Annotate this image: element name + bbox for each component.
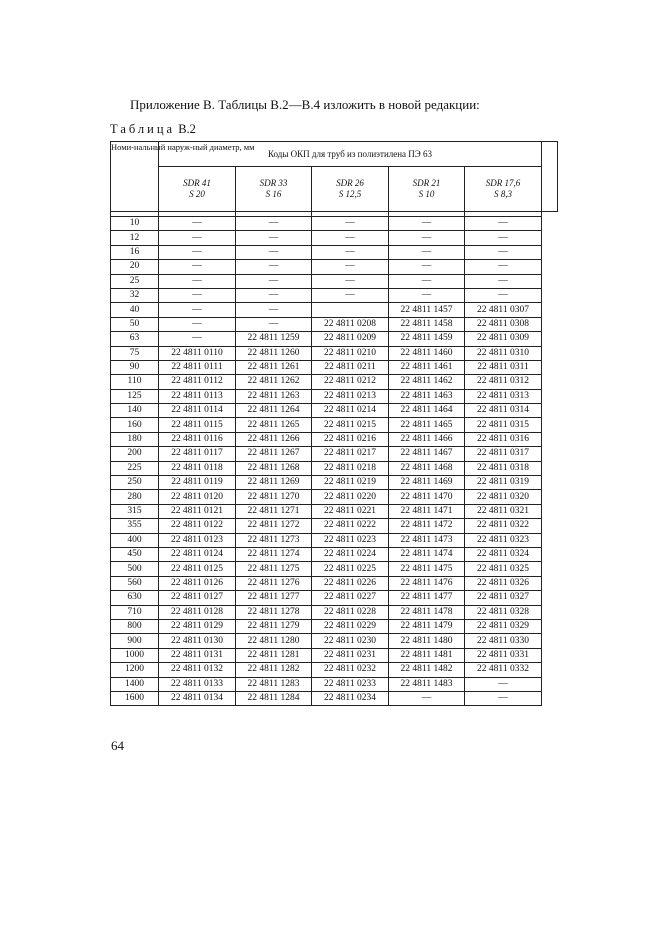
okp-code-cell: 22 4811 0115 bbox=[159, 418, 236, 432]
diameter-cell: 710 bbox=[111, 605, 159, 619]
okp-code-cell: 22 4811 0132 bbox=[159, 663, 236, 677]
okp-code-cell: 22 4811 0225 bbox=[312, 562, 389, 576]
table-row bbox=[111, 418, 558, 432]
table-row bbox=[111, 519, 558, 533]
sdr-header bbox=[389, 167, 465, 212]
diameter-cell: 450 bbox=[111, 547, 159, 561]
diameter-cell: 280 bbox=[111, 490, 159, 504]
okp-code-cell: — bbox=[389, 260, 465, 274]
extra-cell bbox=[542, 375, 558, 389]
extra-cell bbox=[542, 245, 558, 259]
okp-code-cell: 22 4811 1465 bbox=[389, 418, 465, 432]
extra-cell bbox=[542, 288, 558, 302]
okp-code-cell: 22 4811 0110 bbox=[159, 346, 236, 360]
okp-code-cell: 22 4811 1273 bbox=[236, 533, 312, 547]
sdr-header bbox=[312, 167, 389, 212]
okp-code-cell: 22 4811 1482 bbox=[389, 663, 465, 677]
okp-code-cell: — bbox=[389, 274, 465, 288]
okp-code-cell: — bbox=[236, 303, 312, 317]
dimension-header: Номи-нальный наруж-ный диаметр, мм bbox=[111, 142, 159, 212]
sdr-value: SDR 21 bbox=[412, 178, 441, 188]
extra-header-cell bbox=[542, 142, 558, 212]
code-group-header: Коды ОКП для труб из полиэтилена ПЭ 63 bbox=[159, 142, 542, 167]
extra-cell bbox=[542, 591, 558, 605]
diameter-cell: 500 bbox=[111, 562, 159, 576]
okp-code-cell: 22 4811 0112 bbox=[159, 375, 236, 389]
okp-code-cell: 22 4811 1276 bbox=[236, 576, 312, 590]
okp-code-cell: 22 4811 0317 bbox=[465, 447, 542, 461]
okp-code-cell: 22 4811 1477 bbox=[389, 591, 465, 605]
okp-code-cell: 22 4811 0328 bbox=[465, 605, 542, 619]
table-row bbox=[111, 260, 558, 274]
extra-cell bbox=[542, 260, 558, 274]
okp-code-cell: 22 4811 0231 bbox=[312, 648, 389, 662]
okp-code-cell: — bbox=[236, 274, 312, 288]
okp-code-cell: 22 4811 0310 bbox=[465, 346, 542, 360]
okp-code-cell: — bbox=[159, 245, 236, 259]
okp-code-cell: 22 4811 1269 bbox=[236, 476, 312, 490]
okp-code-cell: 22 4811 1481 bbox=[389, 648, 465, 662]
table-row bbox=[111, 576, 558, 590]
okp-code-cell: 22 4811 0224 bbox=[312, 547, 389, 561]
okp-code-cell: 22 4811 1278 bbox=[236, 605, 312, 619]
okp-code-cell: 22 4811 0130 bbox=[159, 634, 236, 648]
diameter-cell: 250 bbox=[111, 476, 159, 490]
extra-cell bbox=[542, 217, 558, 231]
okp-code-cell: 22 4811 0120 bbox=[159, 490, 236, 504]
okp-code-cell: — bbox=[312, 274, 389, 288]
okp-code-cell: 22 4811 1284 bbox=[236, 691, 312, 705]
okp-code-cell: 22 4811 1476 bbox=[389, 576, 465, 590]
okp-code-cell: 22 4811 1280 bbox=[236, 634, 312, 648]
okp-code-cell: 22 4811 1466 bbox=[389, 432, 465, 446]
table-row bbox=[111, 591, 558, 605]
table-row bbox=[111, 691, 558, 705]
okp-code-cell: 22 4811 0233 bbox=[312, 677, 389, 691]
okp-code-cell: 22 4811 0324 bbox=[465, 547, 542, 561]
sdr-value: SDR 41 bbox=[183, 178, 211, 188]
okp-code-cell: 22 4811 0121 bbox=[159, 504, 236, 518]
extra-cell bbox=[542, 547, 558, 561]
diameter-cell: 630 bbox=[111, 591, 159, 605]
okp-code-cell: 22 4811 0123 bbox=[159, 533, 236, 547]
extra-cell bbox=[542, 332, 558, 346]
table-body bbox=[111, 212, 558, 706]
okp-code-cell: — bbox=[159, 332, 236, 346]
s-value: S 12,5 bbox=[338, 189, 362, 199]
diameter-cell: 25 bbox=[111, 274, 159, 288]
okp-code-cell: 22 4811 1471 bbox=[389, 504, 465, 518]
okp-code-cell: 22 4811 0230 bbox=[312, 634, 389, 648]
extra-cell bbox=[542, 418, 558, 432]
okp-code-cell: — bbox=[312, 217, 389, 231]
okp-code-cell: 22 4811 0216 bbox=[312, 432, 389, 446]
diameter-cell: 180 bbox=[111, 432, 159, 446]
extra-cell bbox=[542, 504, 558, 518]
diameter-cell: 16 bbox=[111, 245, 159, 259]
diameter-cell: 10 bbox=[111, 217, 159, 231]
okp-code-cell: 22 4811 1470 bbox=[389, 490, 465, 504]
okp-code-cell: — bbox=[389, 217, 465, 231]
okp-codes-table bbox=[110, 141, 558, 706]
okp-code-cell: 22 4811 1460 bbox=[389, 346, 465, 360]
okp-code-cell: 22 4811 0126 bbox=[159, 576, 236, 590]
okp-code-cell: 22 4811 1474 bbox=[389, 547, 465, 561]
diameter-cell: 200 bbox=[111, 447, 159, 461]
diameter-cell: 63 bbox=[111, 332, 159, 346]
okp-code-cell: 22 4811 0322 bbox=[465, 519, 542, 533]
okp-code-cell: — bbox=[465, 217, 542, 231]
okp-code-cell: — bbox=[389, 288, 465, 302]
okp-code-cell: 22 4811 1473 bbox=[389, 533, 465, 547]
table-row bbox=[111, 432, 558, 446]
okp-code-cell: 22 4811 0315 bbox=[465, 418, 542, 432]
table-row bbox=[111, 217, 558, 231]
okp-code-cell: 22 4811 0313 bbox=[465, 389, 542, 403]
okp-code-cell: 22 4811 0329 bbox=[465, 619, 542, 633]
okp-code-cell: — bbox=[159, 317, 236, 331]
okp-code-cell: 22 4811 0311 bbox=[465, 360, 542, 374]
okp-code-cell: 22 4811 0323 bbox=[465, 533, 542, 547]
diameter-cell: 125 bbox=[111, 389, 159, 403]
table-row bbox=[111, 490, 558, 504]
okp-code-cell: 22 4811 1272 bbox=[236, 519, 312, 533]
extra-cell bbox=[542, 461, 558, 475]
table-row bbox=[111, 447, 558, 461]
okp-code-cell: — bbox=[236, 231, 312, 245]
okp-code-cell: 22 4811 0122 bbox=[159, 519, 236, 533]
extra-cell bbox=[542, 389, 558, 403]
okp-code-cell: 22 4811 1281 bbox=[236, 648, 312, 662]
diameter-cell: 140 bbox=[111, 404, 159, 418]
s-value: S 10 bbox=[418, 189, 435, 199]
table-row bbox=[111, 461, 558, 475]
okp-code-cell: 22 4811 1464 bbox=[389, 404, 465, 418]
okp-code-cell: 22 4811 0124 bbox=[159, 547, 236, 561]
diameter-cell: 110 bbox=[111, 375, 159, 389]
okp-code-cell: 22 4811 1260 bbox=[236, 346, 312, 360]
okp-code-cell: 22 4811 0208 bbox=[312, 317, 389, 331]
okp-code-cell: — bbox=[389, 691, 465, 705]
okp-code-cell: 22 4811 0325 bbox=[465, 562, 542, 576]
okp-code-cell: 22 4811 1475 bbox=[389, 562, 465, 576]
okp-code-cell: 22 4811 0119 bbox=[159, 476, 236, 490]
okp-code-cell: 22 4811 1271 bbox=[236, 504, 312, 518]
page-number: 64 bbox=[111, 738, 124, 753]
table-row bbox=[111, 360, 558, 374]
table-row bbox=[111, 375, 558, 389]
table-row bbox=[111, 231, 558, 245]
okp-code-cell: — bbox=[465, 677, 542, 691]
okp-code-cell: 22 4811 0127 bbox=[159, 591, 236, 605]
table-row bbox=[111, 504, 558, 518]
okp-code-cell: 22 4811 0223 bbox=[312, 533, 389, 547]
okp-code-cell: 22 4811 0212 bbox=[312, 375, 389, 389]
extra-cell bbox=[542, 677, 558, 691]
extra-cell bbox=[542, 490, 558, 504]
extra-cell bbox=[542, 404, 558, 418]
extra-cell bbox=[542, 447, 558, 461]
table-row bbox=[111, 533, 558, 547]
okp-code-cell: 22 4811 0308 bbox=[465, 317, 542, 331]
okp-code-cell: 22 4811 0219 bbox=[312, 476, 389, 490]
okp-code-cell: 22 4811 0320 bbox=[465, 490, 542, 504]
okp-code-cell: 22 4811 0113 bbox=[159, 389, 236, 403]
table-row bbox=[111, 648, 558, 662]
extra-cell bbox=[542, 519, 558, 533]
okp-code-cell: 22 4811 1275 bbox=[236, 562, 312, 576]
okp-code-cell: 22 4811 0209 bbox=[312, 332, 389, 346]
table-row bbox=[111, 663, 558, 677]
table-row bbox=[111, 288, 558, 302]
diameter-cell: 225 bbox=[111, 461, 159, 475]
okp-code-cell: — bbox=[465, 231, 542, 245]
okp-code-cell: 22 4811 0211 bbox=[312, 360, 389, 374]
table-caption-number: В.2 bbox=[178, 122, 196, 136]
page-heading: Приложение В. Таблицы В.2—В.4 изложить в новой редакции: bbox=[130, 97, 480, 112]
okp-code-cell: — bbox=[236, 260, 312, 274]
table-row bbox=[111, 605, 558, 619]
okp-code-cell: 22 4811 1469 bbox=[389, 476, 465, 490]
okp-code-cell: 22 4811 0134 bbox=[159, 691, 236, 705]
okp-code-cell: 22 4811 0210 bbox=[312, 346, 389, 360]
diameter-cell: 355 bbox=[111, 519, 159, 533]
okp-code-cell: — bbox=[465, 288, 542, 302]
okp-code-cell: — bbox=[159, 288, 236, 302]
okp-code-cell: 22 4811 1283 bbox=[236, 677, 312, 691]
okp-code-cell: 22 4811 0307 bbox=[465, 303, 542, 317]
table-row bbox=[111, 476, 558, 490]
table-row bbox=[111, 389, 558, 403]
okp-code-cell: 22 4811 0213 bbox=[312, 389, 389, 403]
okp-code-cell: 22 4811 0222 bbox=[312, 519, 389, 533]
extra-cell bbox=[542, 648, 558, 662]
okp-code-cell: — bbox=[389, 245, 465, 259]
table-row bbox=[111, 332, 558, 346]
okp-code-cell: — bbox=[312, 231, 389, 245]
okp-code-cell: 22 4811 0215 bbox=[312, 418, 389, 432]
table-row bbox=[111, 677, 558, 691]
diameter-cell: 1000 bbox=[111, 648, 159, 662]
table-row bbox=[111, 619, 558, 633]
okp-code-cell: 22 4811 0220 bbox=[312, 490, 389, 504]
table-caption bbox=[110, 122, 196, 137]
diameter-cell: 20 bbox=[111, 260, 159, 274]
okp-code-cell: 22 4811 0128 bbox=[159, 605, 236, 619]
okp-code-cell: 22 4811 1268 bbox=[236, 461, 312, 475]
table-row bbox=[111, 562, 558, 576]
okp-code-cell: 22 4811 0133 bbox=[159, 677, 236, 691]
okp-code-cell: 22 4811 1478 bbox=[389, 605, 465, 619]
extra-cell bbox=[542, 562, 558, 576]
okp-code-cell: 22 4811 0330 bbox=[465, 634, 542, 648]
okp-code-cell: 22 4811 1468 bbox=[389, 461, 465, 475]
s-value: S 16 bbox=[265, 189, 282, 199]
extra-cell bbox=[542, 576, 558, 590]
sdr-value: SDR 17,6 bbox=[485, 178, 521, 188]
okp-code-cell: — bbox=[159, 274, 236, 288]
okp-code-cell: 22 4811 0327 bbox=[465, 591, 542, 605]
okp-code-cell: — bbox=[312, 245, 389, 259]
okp-code-cell: 22 4811 1267 bbox=[236, 447, 312, 461]
diameter-cell: 90 bbox=[111, 360, 159, 374]
diameter-cell: 900 bbox=[111, 634, 159, 648]
s-value: S 8,3 bbox=[494, 189, 512, 199]
okp-code-cell: 22 4811 0321 bbox=[465, 504, 542, 518]
okp-code-cell: — bbox=[159, 231, 236, 245]
okp-code-cell: 22 4811 0118 bbox=[159, 461, 236, 475]
extra-cell bbox=[542, 634, 558, 648]
okp-code-cell: 22 4811 1459 bbox=[389, 332, 465, 346]
diameter-cell: 400 bbox=[111, 533, 159, 547]
okp-code-cell: 22 4811 0314 bbox=[465, 404, 542, 418]
diameter-cell: 800 bbox=[111, 619, 159, 633]
okp-code-cell bbox=[312, 303, 389, 317]
okp-code-cell: 22 4811 0232 bbox=[312, 663, 389, 677]
okp-code-cell: 22 4811 0312 bbox=[465, 375, 542, 389]
diameter-cell: 560 bbox=[111, 576, 159, 590]
sdr-value: SDR 33 bbox=[259, 178, 288, 188]
okp-code-cell: 22 4811 1282 bbox=[236, 663, 312, 677]
okp-code-cell: 22 4811 0217 bbox=[312, 447, 389, 461]
okp-code-cell: 22 4811 1458 bbox=[389, 317, 465, 331]
okp-code-cell: 22 4811 0316 bbox=[465, 432, 542, 446]
okp-code-cell: 22 4811 1467 bbox=[389, 447, 465, 461]
okp-code-cell: 22 4811 0331 bbox=[465, 648, 542, 662]
diameter-cell: 75 bbox=[111, 346, 159, 360]
okp-code-cell: — bbox=[236, 288, 312, 302]
okp-code-cell: 22 4811 0131 bbox=[159, 648, 236, 662]
okp-code-cell: 22 4811 1479 bbox=[389, 619, 465, 633]
okp-code-cell: — bbox=[389, 231, 465, 245]
okp-code-cell: 22 4811 1259 bbox=[236, 332, 312, 346]
okp-code-cell: 22 4811 0226 bbox=[312, 576, 389, 590]
diameter-cell: 50 bbox=[111, 317, 159, 331]
diameter-cell: 1400 bbox=[111, 677, 159, 691]
okp-code-cell: — bbox=[236, 217, 312, 231]
okp-code-cell: 22 4811 0229 bbox=[312, 619, 389, 633]
extra-cell bbox=[542, 605, 558, 619]
extra-cell bbox=[542, 432, 558, 446]
okp-code-cell: 22 4811 1274 bbox=[236, 547, 312, 561]
okp-code-cell: — bbox=[465, 245, 542, 259]
diameter-cell: 40 bbox=[111, 303, 159, 317]
okp-code-cell: 22 4811 1279 bbox=[236, 619, 312, 633]
okp-code-cell: 22 4811 0111 bbox=[159, 360, 236, 374]
okp-code-cell: 22 4811 1265 bbox=[236, 418, 312, 432]
table-row bbox=[111, 634, 558, 648]
sdr-value: SDR 26 bbox=[336, 178, 364, 188]
okp-code-cell: 22 4811 0221 bbox=[312, 504, 389, 518]
sdr-header bbox=[465, 167, 542, 212]
extra-cell bbox=[542, 691, 558, 705]
table-row bbox=[111, 404, 558, 418]
table-row bbox=[111, 547, 558, 561]
diameter-cell: 1200 bbox=[111, 663, 159, 677]
okp-code-cell: — bbox=[312, 260, 389, 274]
okp-code-cell: 22 4811 0326 bbox=[465, 576, 542, 590]
okp-code-cell: 22 4811 0117 bbox=[159, 447, 236, 461]
okp-code-cell: 22 4811 0125 bbox=[159, 562, 236, 576]
okp-code-cell: 22 4811 1262 bbox=[236, 375, 312, 389]
okp-code-cell: 22 4811 1483 bbox=[389, 677, 465, 691]
okp-code-cell: 22 4811 1264 bbox=[236, 404, 312, 418]
table-row bbox=[111, 303, 558, 317]
table-row bbox=[111, 245, 558, 259]
okp-code-cell: 22 4811 0129 bbox=[159, 619, 236, 633]
okp-code-cell: 22 4811 1457 bbox=[389, 303, 465, 317]
extra-cell bbox=[542, 231, 558, 245]
okp-code-cell: 22 4811 1277 bbox=[236, 591, 312, 605]
sdr-header bbox=[159, 167, 236, 212]
okp-code-cell: 22 4811 0214 bbox=[312, 404, 389, 418]
okp-code-cell: 22 4811 0114 bbox=[159, 404, 236, 418]
okp-code-cell: — bbox=[312, 288, 389, 302]
okp-code-cell: 22 4811 1266 bbox=[236, 432, 312, 446]
extra-cell bbox=[542, 303, 558, 317]
extra-cell bbox=[542, 663, 558, 677]
table-caption-word: Таблица bbox=[110, 122, 176, 136]
okp-code-cell: 22 4811 1472 bbox=[389, 519, 465, 533]
okp-code-cell: — bbox=[236, 317, 312, 331]
okp-code-cell: — bbox=[465, 691, 542, 705]
extra-cell bbox=[542, 274, 558, 288]
okp-code-cell: 22 4811 1270 bbox=[236, 490, 312, 504]
okp-code-cell: 22 4811 0309 bbox=[465, 332, 542, 346]
okp-code-cell: 22 4811 0234 bbox=[312, 691, 389, 705]
s-value: S 20 bbox=[189, 189, 205, 199]
okp-code-cell: 22 4811 0218 bbox=[312, 461, 389, 475]
diameter-cell: 1600 bbox=[111, 691, 159, 705]
diameter-cell: 315 bbox=[111, 504, 159, 518]
okp-code-cell: — bbox=[236, 245, 312, 259]
extra-cell bbox=[542, 346, 558, 360]
okp-code-cell: — bbox=[159, 260, 236, 274]
okp-code-cell: 22 4811 1462 bbox=[389, 375, 465, 389]
diameter-cell: 32 bbox=[111, 288, 159, 302]
okp-code-cell: — bbox=[465, 274, 542, 288]
diameter-cell: 160 bbox=[111, 418, 159, 432]
extra-cell bbox=[542, 360, 558, 374]
okp-code-cell: 22 4811 0319 bbox=[465, 476, 542, 490]
extra-cell bbox=[542, 317, 558, 331]
extra-cell bbox=[542, 619, 558, 633]
sdr-header bbox=[236, 167, 312, 212]
extra-cell bbox=[542, 476, 558, 490]
okp-code-cell: 22 4811 0227 bbox=[312, 591, 389, 605]
okp-code-cell: — bbox=[159, 217, 236, 231]
table-row bbox=[111, 346, 558, 360]
table-row bbox=[111, 274, 558, 288]
okp-code-cell: 22 4811 0228 bbox=[312, 605, 389, 619]
okp-code-cell: 22 4811 1480 bbox=[389, 634, 465, 648]
okp-code-cell: 22 4811 1463 bbox=[389, 389, 465, 403]
okp-code-cell: 22 4811 1461 bbox=[389, 360, 465, 374]
table-row bbox=[111, 317, 558, 331]
okp-code-cell: 22 4811 0332 bbox=[465, 663, 542, 677]
okp-code-cell: 22 4811 0318 bbox=[465, 461, 542, 475]
okp-code-cell: — bbox=[159, 303, 236, 317]
okp-code-cell: — bbox=[465, 260, 542, 274]
diameter-cell: 12 bbox=[111, 231, 159, 245]
okp-code-cell: 22 4811 1263 bbox=[236, 389, 312, 403]
okp-code-cell: 22 4811 1261 bbox=[236, 360, 312, 374]
okp-code-cell: 22 4811 0116 bbox=[159, 432, 236, 446]
extra-cell bbox=[542, 533, 558, 547]
